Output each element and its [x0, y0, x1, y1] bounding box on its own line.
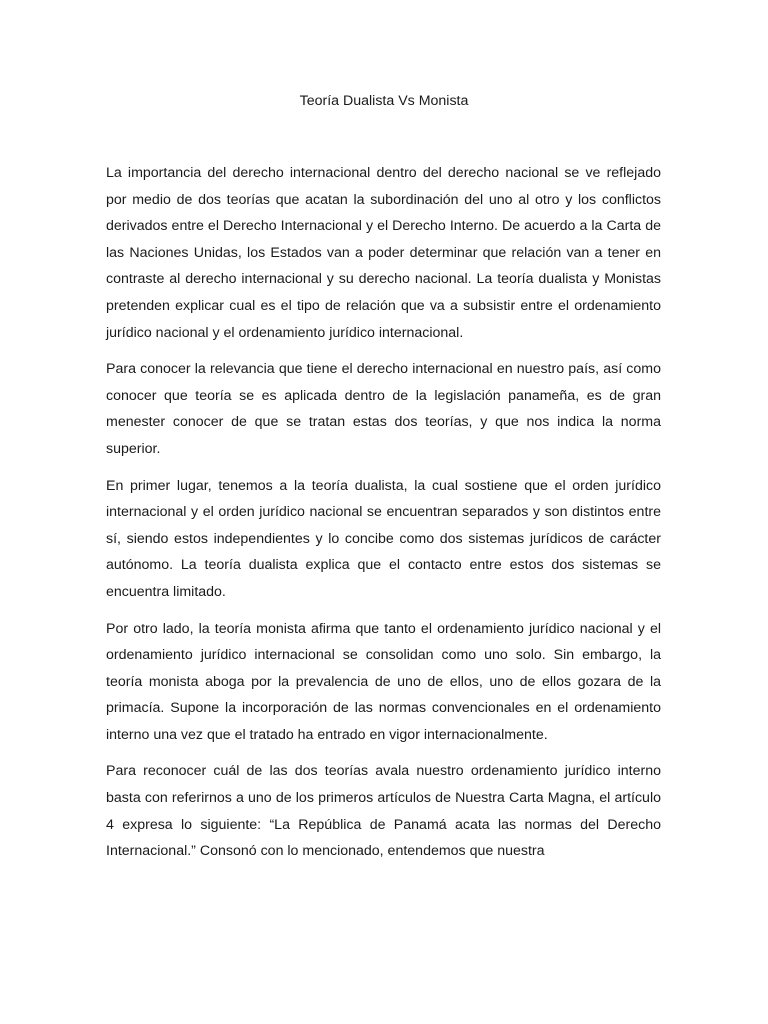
document-title: Teoría Dualista Vs Monista: [299, 93, 469, 109]
paragraph-5: Para reconocer cuál de las dos teorías avala nuestro ordenamiento jurídico interno basta con referirnos a uno de los primeros artículos de Nuestra Carta Magna, el artículo 4 expresa lo siguiente: “La República de Panamá acata las normas del Derecho Internacional.” Consonó con lo mencionado, entendemos que nuestra: [106, 763, 661, 860]
paragraph-2: Para conocer la relevancia que tiene el derecho internacional en nuestro país, así como conocer que teoría se es aplicada dentro de la legislación panameña, es de gran menester conocer de que se tratan estas dos teorías, y que nos indica la norma superior.: [106, 361, 661, 457]
paragraph-4: Por otro lado, la teoría monista afirma que tanto el ordenamiento jurídico nacional y el ordenamiento jurídico internacional se consolidan como uno solo. Sin embargo, la teoría monista aboga por la prevalencia de uno de ellos, uno de ellos gozara de la primacía. Supone la incorporación de las normas convencionales en el ordenamiento interno una vez que el tratado ha entrado en vigor internacionalmente.: [106, 620, 661, 743]
document-body: [106, 160, 661, 875]
paragraph-1: La importancia del derecho internacional dentro del derecho nacional se ve reflejado por medio de dos teorías que acatan la subordinación del uno al otro y los conflictos derivados entre el Derecho Internacional y el Derecho Interno. De acuerdo a la Carta de las Naciones Unidas, los Estados van a poder determinar que relación van a tener en contraste al derecho internacional y su derecho nacional. La teoría dualista y Monistas pretenden explicar cual es el tipo de relación que va a subsistir entre el ordenamiento jurídico nacional y el ordenamiento jurídico internacional.: [106, 165, 661, 341]
paragraph-3: En primer lugar, tenemos a la teoría dualista, la cual sostiene que el orden jurídico internacional y el orden jurídico nacional se encuentran separados y son distintos entre sí, siendo estos independientes y lo concibe como dos sistemas jurídicos de carácter autónomo. La teoría dualista explica que el contacto entre estos dos sistemas se encuentra limitado.: [106, 477, 661, 600]
